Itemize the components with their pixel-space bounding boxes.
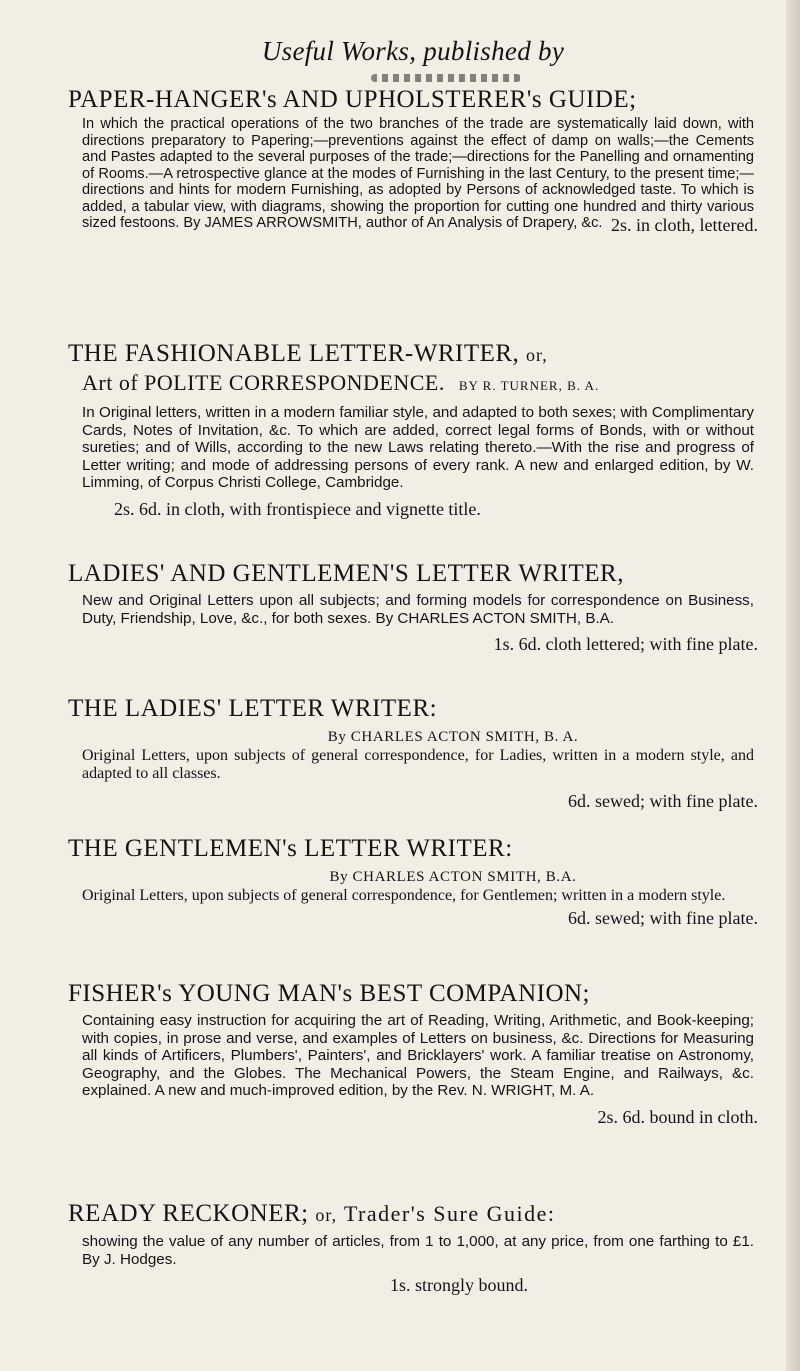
entry-description: Containing easy instruction for acquiring the art of Reading, Writing, Arithmetic, and Book-keeping; with copies, in prose and verse, and examples of Letters on business, &c. Directions for Measuring all kinds of Artificers, Plumbers', Painters', and Bricklayers' work. A familiar treatise on Astronomy, Geography, and the Globes. The Mechanical Powers, the Steam Engine, and Railways, &c. explained. A new and much-improved edition, by the Rev. N. WRIGHT, M. A. [82, 1012, 754, 1100]
running-head: Useful Works, published by [261, 36, 565, 66]
entry-author: By CHARLES ACTON SMITH, B.A. [329, 869, 577, 885]
entry-price: 2s. 6d. in cloth, with frontispiece and vignette title. [114, 498, 481, 519]
catalogue-page [68, 0, 758, 1371]
entry-paper-hanger-guide [68, 86, 758, 236]
entry-ladies-letter-writer [68, 695, 758, 812]
entry-fashionable-letter-writer [68, 340, 758, 520]
entry-title: THE FASHIONABLE LETTER-WRITER, [68, 340, 520, 367]
entry-title: PAPER-HANGER's AND UPHOLSTERER's GUIDE; [68, 86, 637, 113]
entry-description: showing the value of any number of articles, from 1 to 1,000, at any price, from one farthing to £1. By J. Hodges. [82, 1233, 754, 1268]
entry-description: In which the practical operations of the two branches of the trade are systematically laid down, with directions preparatory to Papering;—preventions against the effect of damp on walls;—the Cements and Pastes adapted to the several purposes of the trade;—directions for the Panelling and ornamenting of Rooms.—A retrospective glance at the modes of Furnishing in the last Century, to the present time;—directions and hints for modern Furnishing, as adopted by Persons of acknowledged taste. To which is added, a tabular view, with diagrams, showing the proportion for cutting one hundred and thirty various sized festoons. By JAMES ARROWSMITH, author of An Analysis of Drapery, &c. [82, 116, 754, 231]
entry-price: 6d. sewed; with fine plate. [568, 907, 758, 928]
entry-price: 2s. in cloth, lettered. [611, 214, 758, 235]
entry-price: 1s. strongly bound. [390, 1275, 529, 1296]
entry-title-line [68, 1200, 758, 1229]
entry-price: 6d. sewed; with fine plate. [568, 791, 758, 812]
entry-description: In Original letters, written in a modern familiar style, and adapted to both sexes; with Complimentary Cards, Notes of Invitation, &c. To which are added, correct legal forms of Bonds, with or without sureties; and of Wills, according to the new Laws relating thereto.—With the rise and progress of Letter writing; and mode of addressing persons of every rank. A new and enlarged edition, by W. Limming, of Corpus Christi College, Cambridge. [82, 404, 754, 492]
entry-price: 2s. 6d. bound in cloth. [597, 1106, 758, 1127]
entry-author: BY R. TURNER, B. A. [458, 378, 600, 393]
entry-author: By CHARLES ACTON SMITH, B. A. [327, 729, 579, 745]
entry-subtitle-line [82, 369, 758, 400]
entry-description: Original Letters, upon subjects of general correspondence, for Ladies, written in a modern style, and adapted to all classes. [82, 747, 754, 782]
entry-title-or: or, [526, 345, 548, 365]
entry-gentlemens-letter-writer [68, 835, 758, 929]
entry-subtitle: Trader's Sure Guide: [343, 1201, 556, 1226]
entry-subtitle: Art of POLITE CORRESPONDENCE. [82, 370, 445, 395]
entry-description: Original Letters, upon subjects of general correspondence, for Gentlemen; written in a modern style. [82, 887, 726, 904]
entry-title-or: or, [315, 1205, 338, 1225]
entry-title-line [68, 340, 758, 369]
entry-title: FISHER's YOUNG MAN's BEST COMPANION; [68, 980, 591, 1007]
entry-title: LADIES' AND GENTLEMEN'S LETTER WRITER, [68, 560, 624, 587]
entry-description: New and Original Letters upon all subjects; and forming models for correspondence on Business, Duty, Friendship, Love, &c., for both sexes. By CHARLES ACTON SMITH, B.A. [82, 592, 754, 627]
entry-fishers-young-mans-companion [68, 980, 758, 1128]
entry-ready-reckoner [68, 1200, 758, 1296]
entry-ladies-and-gentlemens-letter-writer [68, 560, 758, 655]
ornamental-rule [371, 74, 521, 82]
entry-price: 1s. 6d. cloth lettered; with fine plate. [493, 634, 758, 655]
entry-title: THE GENTLEMEN's LETTER WRITER: [68, 835, 513, 862]
page-edge [786, 0, 800, 1371]
entry-title: THE LADIES' LETTER WRITER: [68, 695, 438, 722]
entry-title: READY RECKONER; [68, 1200, 309, 1227]
